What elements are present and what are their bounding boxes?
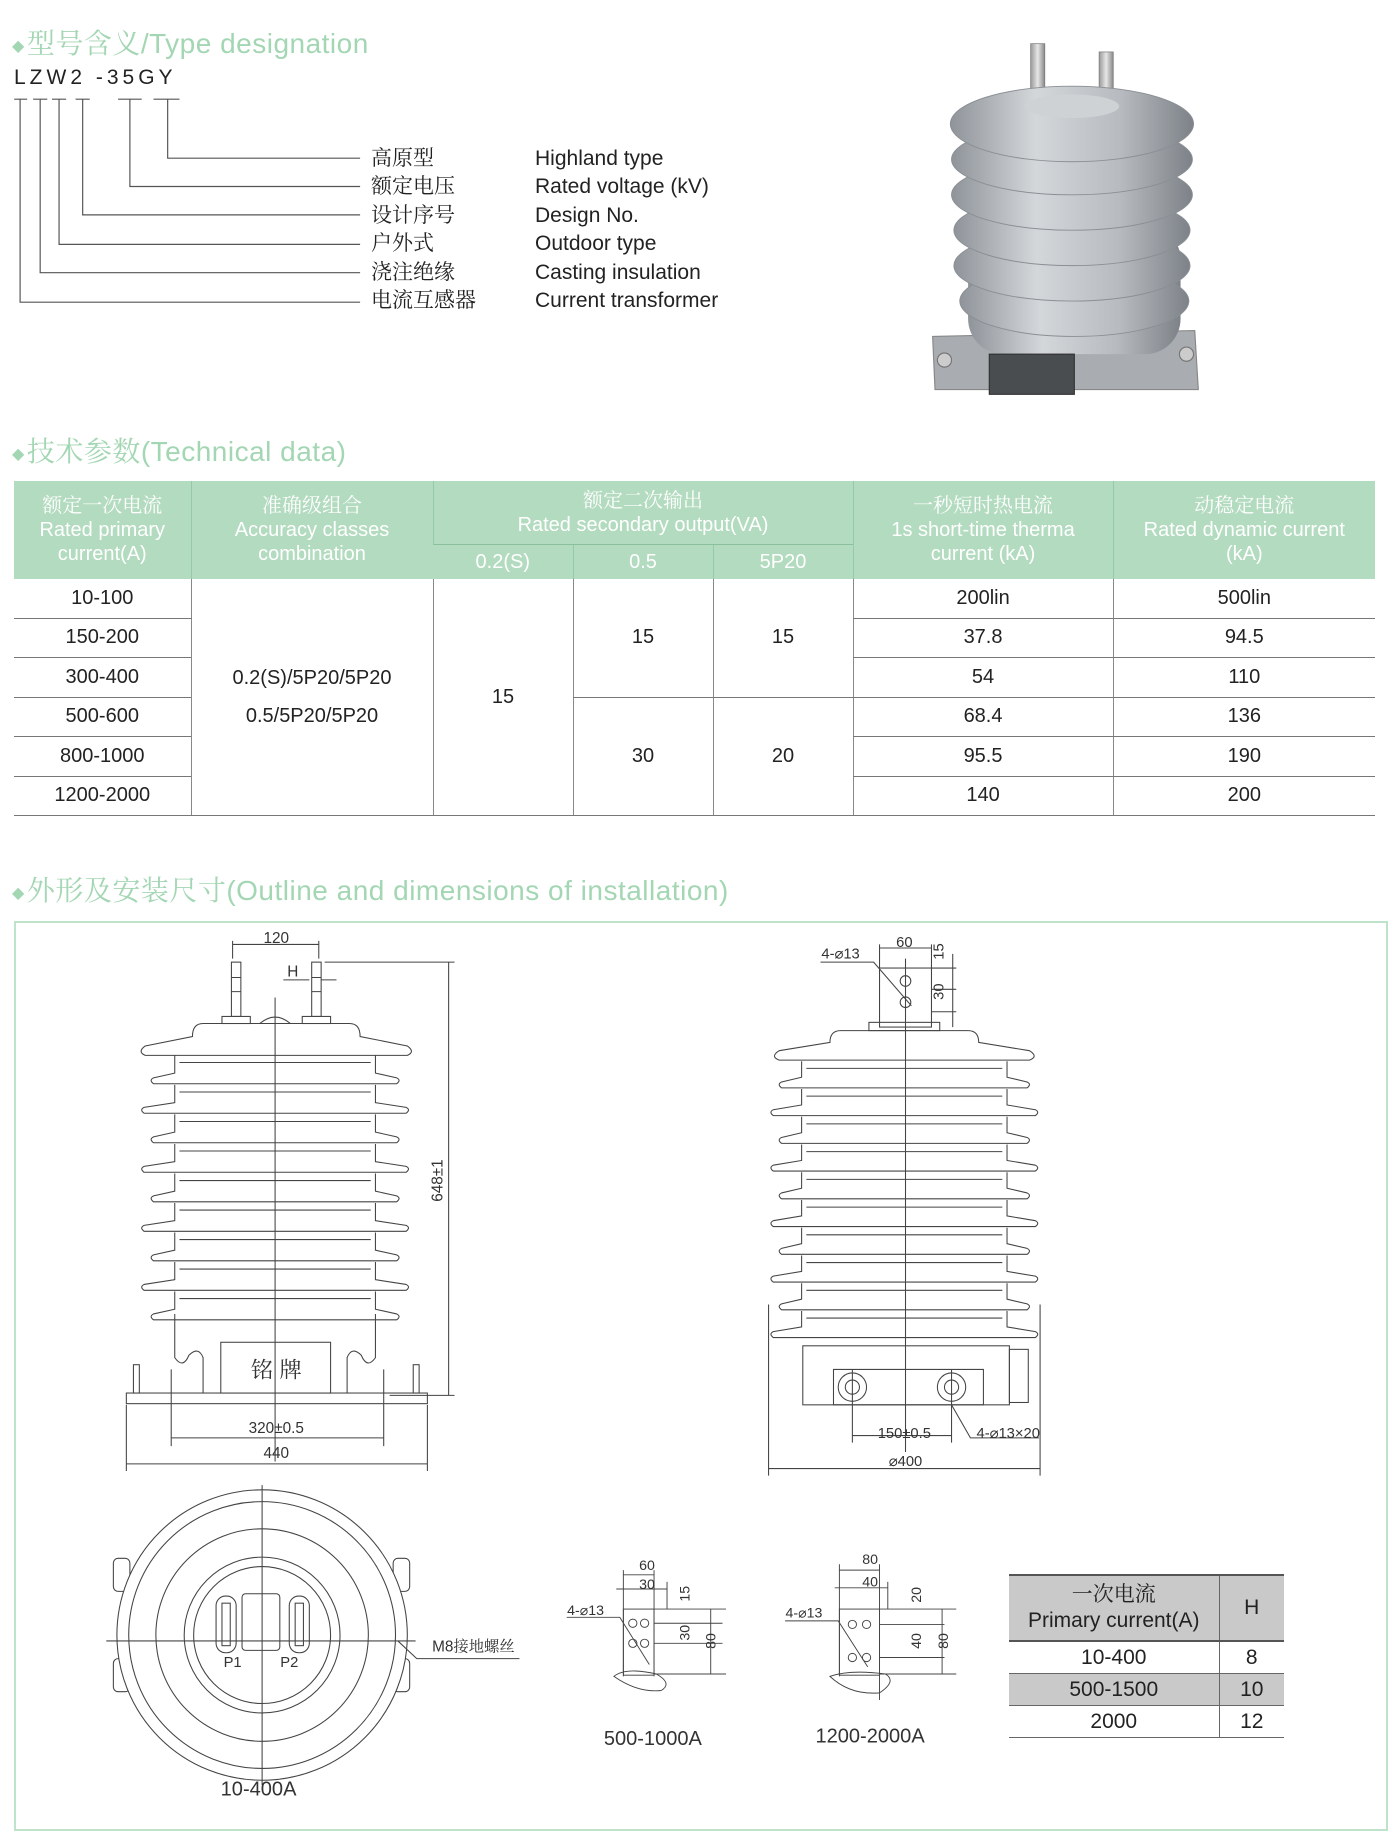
accuracy-cell: 0.2(S)/5P20/5P20 0.5/5P20/5P20 [191, 579, 433, 816]
designation-cn: 浇注绝缘 [371, 260, 455, 284]
cell: 54 [853, 658, 1113, 698]
designation-en: Rated voltage (kV) [535, 175, 709, 199]
shed-line [779, 1117, 1029, 1144]
svg-text:H: H [287, 963, 299, 981]
shed-line [779, 1283, 1029, 1310]
cell: 300-400 [14, 658, 191, 698]
cell: 190 [1113, 737, 1375, 777]
designation-leaders [14, 99, 360, 302]
svg-text:P1: P1 [223, 1654, 242, 1671]
front-view-drawing [126, 941, 454, 1471]
cell: 15 [433, 579, 573, 816]
cell: 68.4 [853, 697, 1113, 737]
table-row [1009, 1674, 1284, 1706]
cell: 94.5 [1113, 618, 1375, 658]
type-designation-title: ◆型号含义/Type designation [12, 28, 369, 59]
svg-text:40: 40 [908, 1633, 925, 1649]
shed-line [779, 1172, 1029, 1199]
cell: 10-400 [1009, 1641, 1219, 1674]
designation-cn: 电流互感器 [371, 289, 476, 313]
cell: 15 [713, 579, 853, 697]
technical-data-title: ◆技术参数(Technical data) [12, 436, 347, 467]
product-photo [933, 44, 1199, 395]
designation-en: Highland type [535, 147, 664, 170]
table-row [1009, 1641, 1284, 1674]
shed-line [779, 1228, 1029, 1255]
svg-text:10-400A: 10-400A [220, 1778, 297, 1801]
svg-text:60: 60 [896, 934, 913, 951]
svg-text:20: 20 [908, 1587, 925, 1603]
svg-text:1200-2000A: 1200-2000A [815, 1725, 925, 1748]
cell: 200lin [853, 579, 1113, 618]
svg-text:150±0.5: 150±0.5 [877, 1425, 931, 1442]
header-thermal: 一秒短时热电流 1s short-time therma current (kA) [853, 481, 1113, 579]
svg-text:15: 15 [931, 943, 948, 960]
title-text: 外形及安装尺寸(Outline and dimensions of installation) [26, 875, 729, 906]
h-table-header-h: H [1219, 1575, 1284, 1641]
side-view-drawing [769, 944, 1041, 1475]
svg-text:120: 120 [263, 930, 290, 948]
svg-text:30: 30 [639, 1577, 655, 1594]
svg-text:铭 牌: 铭 牌 [250, 1357, 302, 1383]
cell: 95.5 [853, 737, 1113, 777]
svg-text:M8接地螺丝: M8接地螺丝 [432, 1638, 515, 1656]
designation-cn: 户外式 [371, 232, 434, 256]
outline-title: ◆外形及安装尺寸(Outline and dimensions of installation) [12, 875, 729, 906]
cell: 20 [713, 697, 853, 816]
svg-text:15: 15 [677, 1585, 694, 1602]
cell: 8 [1219, 1641, 1284, 1674]
cell: 10-100 [14, 579, 191, 618]
cell: 15 [573, 579, 713, 697]
svg-text:40: 40 [862, 1574, 878, 1591]
front-view-labels [249, 930, 447, 1462]
header-primary: 额定一次电流 Rated primary current(A) [14, 481, 191, 579]
cell: 2000 [1009, 1706, 1219, 1738]
cell: 500lin [1113, 579, 1375, 618]
cell: 800-1000 [14, 737, 191, 777]
header-secondary: 额定二次输出 Rated secondary output(VA) [433, 481, 853, 545]
shed-line [779, 1061, 1029, 1088]
designation-en: Outdoor type [535, 232, 657, 256]
designation-en: Casting insulation [535, 260, 701, 284]
bottom-view-drawing [106, 1485, 519, 1785]
title-text: 型号含义/Type designation [26, 28, 369, 59]
svg-text:4-⌀13: 4-⌀13 [567, 1602, 605, 1619]
cell: 500-600 [14, 697, 191, 737]
designation-en: Design No. [535, 203, 639, 227]
cell: 136 [1113, 697, 1375, 737]
cell: 10 [1219, 1674, 1284, 1706]
h-dimension-table [1009, 1574, 1284, 1738]
designation-cn: 额定电压 [371, 175, 455, 199]
table-row [1009, 1706, 1284, 1738]
cell: 37.8 [853, 618, 1113, 658]
header-5p20: 5P20 [713, 545, 853, 580]
svg-text:30: 30 [931, 983, 948, 1000]
svg-text:60: 60 [639, 1558, 655, 1575]
designation-en: Current transformer [535, 289, 719, 313]
svg-text:4-⌀13: 4-⌀13 [821, 946, 860, 963]
svg-text:80: 80 [703, 1633, 720, 1649]
terminal-1200-2000a-labels [786, 1552, 952, 1747]
header-dynamic: 动稳定电流 Rated dynamic current (kA) [1113, 481, 1375, 579]
svg-text:320±0.5: 320±0.5 [248, 1420, 304, 1438]
title-text: 技术参数(Technical data) [26, 436, 347, 467]
cell: 12 [1219, 1706, 1284, 1738]
cell: 110 [1113, 658, 1375, 698]
cell: 140 [853, 776, 1113, 816]
svg-text:500-1000A: 500-1000A [603, 1727, 702, 1750]
model-code: LZW2 -35GY [14, 66, 177, 89]
svg-text:648±1: 648±1 [429, 1159, 447, 1202]
cell: 200 [1113, 776, 1375, 816]
designation-cn: 高原型 [371, 147, 434, 170]
svg-text:80: 80 [862, 1552, 878, 1569]
h-table-header-current: 一次电流 Primary current(A) [1009, 1575, 1219, 1641]
svg-text:P2: P2 [280, 1654, 299, 1671]
header-05: 0.5 [573, 545, 713, 580]
svg-text:4-⌀13×20: 4-⌀13×20 [976, 1425, 1040, 1442]
shed-line [771, 1089, 1038, 1116]
terminal-500-1000a-labels [567, 1558, 719, 1750]
designation-cn: 设计序号 [371, 203, 455, 227]
svg-text:4-⌀13: 4-⌀13 [785, 1605, 823, 1622]
svg-text:30: 30 [677, 1624, 694, 1641]
cell: 500-1500 [1009, 1674, 1219, 1706]
svg-text:440: 440 [263, 1444, 290, 1462]
shed-line [771, 1311, 1038, 1338]
header-accuracy: 准确级组合 Accuracy classes combination [191, 481, 433, 579]
header-02s: 0.2(S) [433, 545, 573, 580]
svg-text:80: 80 [936, 1633, 953, 1649]
shed-line [771, 1256, 1038, 1283]
cell: 150-200 [14, 618, 191, 658]
cell: 1200-2000 [14, 776, 191, 816]
shed-line [771, 1145, 1038, 1172]
cell: 30 [573, 697, 713, 816]
svg-text:⌀400: ⌀400 [888, 1454, 923, 1471]
shed-line [771, 1200, 1038, 1227]
